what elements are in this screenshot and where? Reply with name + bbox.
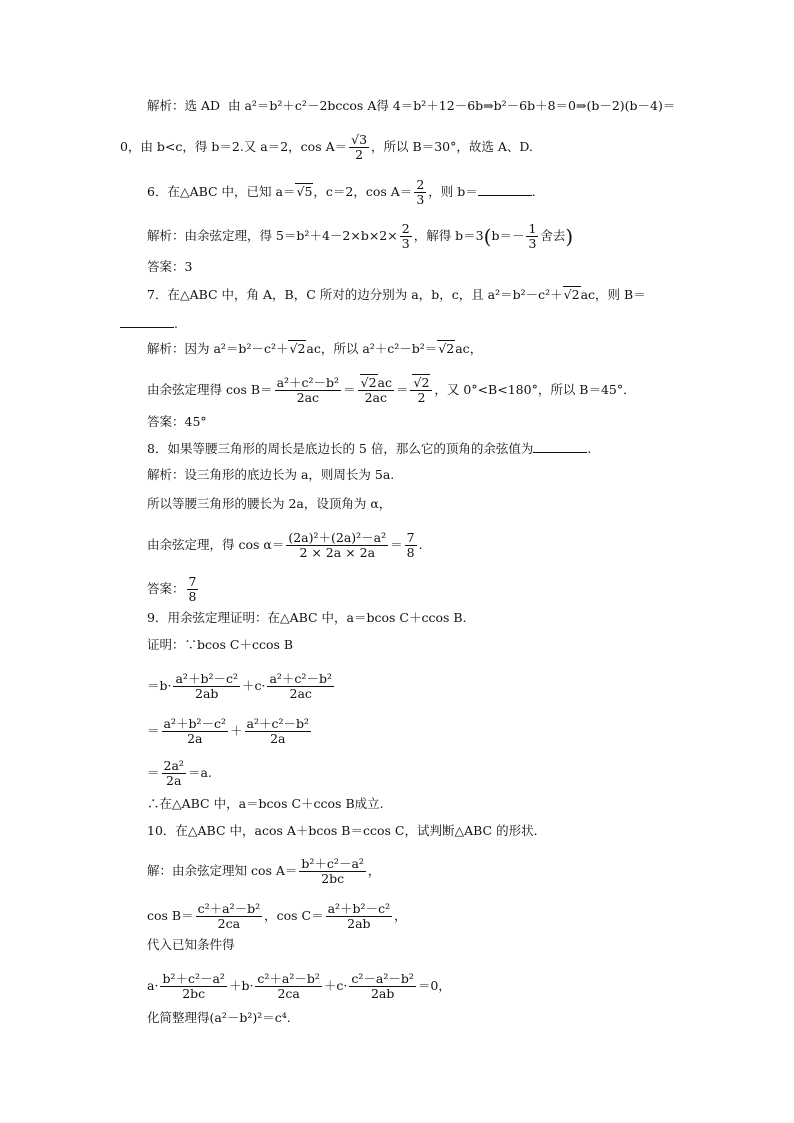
q6-paren-open: ( xyxy=(483,224,492,249)
q10-line4-fraction1-den: 2bc xyxy=(160,986,227,1001)
q10-solution-line-5: 化简整理得(a²－b²)²＝c⁴. xyxy=(147,1010,291,1025)
q6-stem-fraction-den: 3 xyxy=(416,192,425,207)
q7-stem-part2: ac，则 B＝ xyxy=(580,287,646,302)
q7-fraction3-den: 2 xyxy=(410,390,432,405)
q7-stem-sqrt-value: 2 xyxy=(571,287,580,302)
q8-fraction1-num: (2a)²＋(2a)²－a² xyxy=(288,530,387,545)
q7-fraction2-sqrt: √2 xyxy=(360,375,377,390)
q7-fraction-3 xyxy=(410,376,432,405)
q8-line3-end: . xyxy=(418,537,423,552)
q10-line4-fraction-2 xyxy=(255,972,322,1001)
q10-line4-suffix: ＝0， xyxy=(417,978,451,993)
q9-line4-prefix: ＝ xyxy=(147,765,160,780)
q5-solution-line-2 xyxy=(120,133,533,162)
q8-fraction-2 xyxy=(405,531,417,560)
q9-line3-mid: ＋ xyxy=(230,723,243,738)
q5-solution-text-b2: ，所以 B＝30°，故选 A、D. xyxy=(371,139,533,154)
q7-solution-sqrt-value: 2 xyxy=(297,341,306,356)
q7-fraction-1 xyxy=(275,376,342,405)
q6-stem xyxy=(147,178,536,207)
q7-fraction3-sqrt-value: 2 xyxy=(421,375,430,390)
q10-solution-line-1 xyxy=(147,857,380,886)
q9-line4-suffix: ＝a. xyxy=(187,765,212,780)
q8-fraction2-den: 8 xyxy=(406,545,415,560)
q7-stem-part1: 7．在△ABC 中，角 A，B，C 所对的边分别为 a，b，c，且 a²＝b²－c²＋ xyxy=(147,287,563,302)
q6-answer: 答案：3 xyxy=(147,259,193,274)
q9-line2-fraction-1 xyxy=(173,672,240,701)
q10-line4-fraction3-den: 2ab xyxy=(349,986,416,1001)
q9-proof-conclusion: ∴在△ABC 中，a＝bcos C＋ccos B成立. xyxy=(147,796,384,811)
q10-line4-fraction1-num: b²＋c²－a² xyxy=(162,971,225,986)
q7-line2-prefix: 由余弦定理得 cos B＝ xyxy=(147,382,273,397)
q5-solution-label: 解析：选 AD xyxy=(147,98,221,113)
q10-line2-fraction1-den: 2ca xyxy=(196,916,263,931)
q6-solution-fraction-den: 3 xyxy=(401,236,410,251)
q8-stem-text: 8．如果等腰三角形的周长是底边长的 5 倍，那么它的顶角的余弦值为 xyxy=(147,441,534,456)
q7-fraction-2 xyxy=(358,376,394,405)
q10-line4-prefix: a· xyxy=(147,978,159,993)
q6-paren-close: ) xyxy=(565,224,574,249)
q9-line3-fraction2-num: a²＋c²－b² xyxy=(246,716,310,731)
q7-solution-sqrt2-value: 2 xyxy=(446,341,455,356)
q9-line3-fraction1-den: 2a xyxy=(162,731,229,746)
q10-line2-fraction2-den: 2ab xyxy=(326,916,393,931)
q10-line2-fraction-2 xyxy=(326,902,393,931)
q10-line4-fraction3-num: c²－a²－b² xyxy=(351,971,414,986)
q10-line2-fraction-1 xyxy=(196,902,263,931)
q9-line2-fraction1-num: a²＋b²－c² xyxy=(175,671,238,686)
q8-answer-fraction-den: 8 xyxy=(188,589,197,604)
q5-solution-line-1 xyxy=(147,98,675,114)
q10-line2-prefix: cos B＝ xyxy=(147,908,194,923)
q6-stem-part2: ，c＝2，cos A＝ xyxy=(313,184,413,199)
q6-solution-part2: ，解得 b＝3 xyxy=(413,228,484,243)
q10-solution-line-4 xyxy=(147,972,451,1001)
q6-solution-fraction-2 xyxy=(526,222,538,251)
q6-solution-part4: 舍去 xyxy=(540,228,566,243)
q7-equals-2: ＝ xyxy=(395,382,409,397)
q7-fraction2-num-tail: ac xyxy=(377,375,392,390)
q8-equals: ＝ xyxy=(390,537,403,552)
q5-solution-text-a: 由 a²＝b²＋c²－2bccos A得 4＝b²＋12－6b⇒b²－6b＋8＝0⇒(b－2)(b－4)＝ xyxy=(227,98,676,113)
q6-solution-part3: b＝－ xyxy=(491,228,525,243)
q9-line3-fraction2-den: 2a xyxy=(245,731,312,746)
q9-line3-prefix: ＝ xyxy=(147,723,160,738)
q7-solution-sqrt: √2 xyxy=(289,341,306,356)
q6-stem-sqrt: √5 xyxy=(296,184,313,199)
q9-line2-prefix: ＝b· xyxy=(147,678,172,693)
q10-line4-mid1: ＋b· xyxy=(228,978,254,993)
q9-line3-fraction1-num: a²＋b²－c² xyxy=(163,716,227,731)
q7-fraction3-num xyxy=(410,376,432,390)
q9-line2-fraction2-den: 2ac xyxy=(267,686,334,701)
q8-solution-line-1: 解析：设三角形的底边长为 a，则周长为 5a. xyxy=(147,467,395,482)
q7-solution-part2: ac，所以 a²＋c²－b²＝ xyxy=(306,341,438,356)
q9-line3-fraction-2 xyxy=(245,717,312,746)
q7-solution-line-1 xyxy=(147,341,482,357)
q6-solution xyxy=(147,222,573,251)
q6-answer-blank xyxy=(478,183,532,196)
q8-answer-fraction-num: 7 xyxy=(188,574,197,589)
q7-solution-part1: 解析：因为 a²＝b²－c²＋ xyxy=(147,341,289,356)
q10-line4-fraction2-den: 2ca xyxy=(255,986,322,1001)
q6-stem-sqrt-value: 5 xyxy=(304,184,313,199)
q8-line3-prefix: 由余弦定理，得 cos α＝ xyxy=(147,537,285,552)
q8-answer-fraction xyxy=(187,575,199,604)
q6-stem-fraction xyxy=(414,178,426,207)
q8-solution-line-2: 所以等腰三角形的腰长为 2a，设顶角为 α， xyxy=(147,496,392,511)
q8-stem xyxy=(147,440,591,457)
q7-line2-suffix: ，又 0°<B<180°，所以 B＝45°． xyxy=(434,382,636,397)
q10-line1-prefix: 解：由余弦定理知 cos A＝ xyxy=(147,863,298,878)
q6-solution-fraction xyxy=(400,222,412,251)
q6-solution-fraction-num: 2 xyxy=(401,221,410,236)
q6-solution-fraction2-num: 1 xyxy=(528,221,537,236)
q8-solution-line-3 xyxy=(147,531,423,560)
q8-answer-blank xyxy=(533,440,587,453)
q7-stem-line-2 xyxy=(120,315,178,332)
q10-solution-line-3: 代入已知条件得 xyxy=(147,937,235,952)
q10-stem: 10．在△ABC 中，acos A＋bcos B＝ccos C，试判断△ABC 的形状． xyxy=(147,823,547,838)
q7-answer: 答案：45° xyxy=(147,414,207,429)
q7-fraction2-sqrt-value: 2 xyxy=(368,375,377,390)
q10-line1-fraction xyxy=(299,857,366,886)
q8-fraction1-den: 2 × 2a × 2a xyxy=(286,545,388,560)
q8-answer-label: 答案： xyxy=(147,581,185,596)
q7-solution-line-2 xyxy=(147,376,636,405)
q9-line3-fraction-1 xyxy=(162,717,229,746)
q7-fraction1-den: 2ac xyxy=(275,390,342,405)
q9-proof-line-3 xyxy=(147,717,313,746)
q10-solution-line-2 xyxy=(147,902,407,931)
q10-line2-fraction1-num: c²＋a²－b² xyxy=(197,901,261,916)
q7-fraction2-num xyxy=(358,376,394,390)
q5-fraction-den: 2 xyxy=(349,147,369,162)
q10-line4-fraction-1 xyxy=(160,972,227,1001)
q9-line2-fraction1-den: 2ab xyxy=(173,686,240,701)
q7-stem-sqrt: √2 xyxy=(563,287,580,302)
q7-solution-sqrt-2: √2 xyxy=(438,341,455,356)
q7-fraction2-den: 2ac xyxy=(358,390,394,405)
q9-line2-fraction2-num: a²＋c²－b² xyxy=(269,671,332,686)
q6-solution-part1: 解析：由余弦定理，得 5＝b²＋4－2×b×2× xyxy=(147,228,398,243)
q6-stem-end: . xyxy=(531,184,536,199)
q7-equals-1: ＝ xyxy=(343,382,356,397)
q6-solution-fraction2-den: 3 xyxy=(528,236,537,251)
q9-line2-fraction-2 xyxy=(267,672,334,701)
q8-stem-end: . xyxy=(587,441,592,456)
q7-answer-blank xyxy=(120,315,174,328)
q10-line2-fraction2-num: a²＋b²－c² xyxy=(327,901,391,916)
q10-line2-suffix: ， xyxy=(394,908,407,923)
q10-line1-fraction-den: 2bc xyxy=(299,871,366,886)
q7-stem xyxy=(147,287,646,303)
q7-fraction3-sqrt: √2 xyxy=(413,375,430,390)
q10-line1-suffix: ， xyxy=(367,863,381,878)
q9-stem: 9．用余弦定理证明：在△ABC 中，a＝bcos C＋ccos B. xyxy=(147,610,467,625)
q8-fraction-1 xyxy=(286,531,388,560)
q6-stem-part3: ，则 b＝ xyxy=(428,184,478,199)
q7-fraction1-num: a²＋c²－b² xyxy=(276,375,340,390)
q10-line4-fraction2-num: c²＋a²－b² xyxy=(257,971,320,986)
q9-proof-line-1: 证明：∵bcos C＋ccos B xyxy=(147,637,294,652)
q5-solution-text-b1: 0，由 b<c，得 b＝2.又 a＝2，cos A＝ xyxy=(120,139,348,154)
q9-line4-fraction-den: 2a xyxy=(162,773,186,788)
q9-proof-line-2 xyxy=(147,672,336,701)
q10-line4-fraction-3 xyxy=(349,972,416,1001)
q6-stem-fraction-num: 2 xyxy=(416,177,425,192)
q10-line2-mid: ，cos C＝ xyxy=(264,908,324,923)
q5-fraction-num: √3 xyxy=(351,132,368,147)
q5-fraction xyxy=(349,133,369,162)
q6-stem-part1: 6．在△ABC 中，已知 a＝ xyxy=(147,184,296,199)
q9-line2-mid: ＋c· xyxy=(241,678,266,693)
q9-proof-line-4 xyxy=(147,759,212,788)
q7-stem-end: . xyxy=(174,316,178,331)
q10-line4-mid2: ＋c· xyxy=(323,978,348,993)
q8-fraction2-num: 7 xyxy=(406,530,415,545)
q7-solution-part3: ac， xyxy=(455,341,483,356)
q9-line4-fraction-num: 2a² xyxy=(163,758,184,773)
q10-line1-fraction-num: b²＋c²－a² xyxy=(301,856,364,871)
q9-line4-fraction xyxy=(162,759,186,788)
q8-answer xyxy=(147,575,200,604)
